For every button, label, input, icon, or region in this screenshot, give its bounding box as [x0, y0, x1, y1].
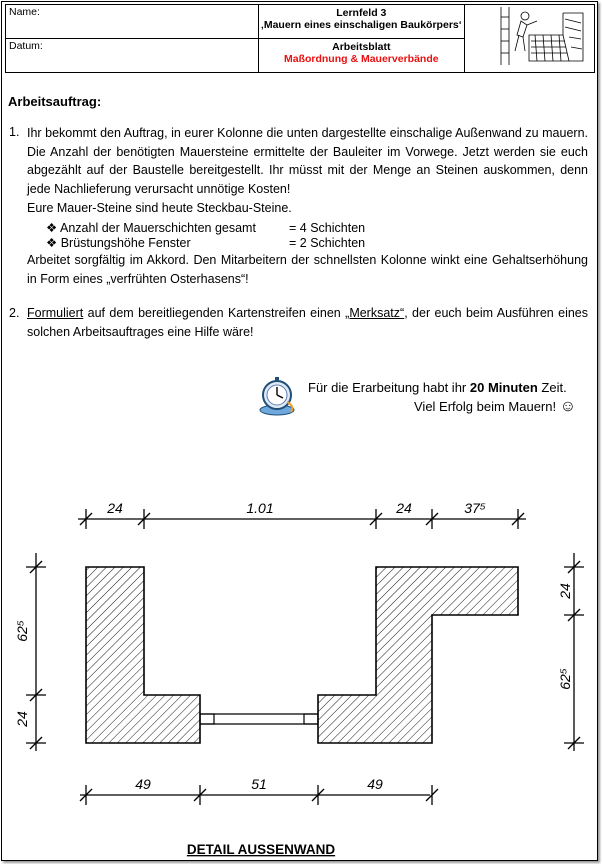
window-opening [200, 714, 318, 724]
sheet-title-cell [258, 39, 464, 73]
item-2-part1: auf dem bereitliegenden Kartenstreifen einen [83, 306, 346, 320]
bullet-sill-label: Brüstungshöhe Fenster [60, 236, 191, 250]
date-label: Datum: [9, 40, 43, 52]
top-dim-4: 37⁵ [464, 500, 486, 516]
item-2-number: 2. [9, 306, 20, 320]
good-luck [414, 398, 576, 416]
bottom-dim-3: 49 [367, 776, 383, 792]
task-heading: Arbeitsauftrag: [8, 94, 102, 109]
logo-cell [464, 5, 594, 73]
left-dim-1: 62⁵ [14, 620, 30, 642]
sheet-type: Arbeitsblatt [332, 41, 391, 53]
drawing-caption: DETAIL AUSSENWAND [186, 842, 336, 857]
item-1-number: 1. [9, 125, 20, 139]
sheet-topic: Maßordnung & Mauerverbände [283, 53, 439, 65]
name-field[interactable] [6, 5, 259, 39]
time-note-after: Zeit. [537, 380, 567, 395]
stones-line: Eure Mauer-Steine sind heute Steckbau-Steine. [27, 201, 292, 215]
item-1-text: Ihr bekommt den Auftrag, in eurer Kolonne die unten dargestellte einschalige Außenwand zu mauern. Die Anzahl der benötigten Mauersteine ermittelte der Bauleiter im Vorwege. Jetzt werden sie euch abgezählt auf der Baustelle bereitgestellt. Ihr müsst mit der Menge an Steinen auskommen, denn jede Nachlieferung verursacht unnötige Kosten! [27, 126, 588, 196]
item-2-verb: Formuliert [27, 306, 84, 320]
bullet-sill: ❖ Brüstungshöhe Fenster [46, 236, 191, 250]
item-2-part2: , der euch beim Ausführen eines solchen Arbeitsauftrages eine Hilfe wäre! [27, 306, 589, 339]
item-2-keyword: „Merksatz“ [345, 306, 405, 320]
name-label: Name: [9, 6, 40, 18]
top-dim-2: 1.01 [246, 500, 274, 516]
lernfeld-label: Lernfeld 3 [336, 7, 387, 19]
time-amount: 20 Minuten [469, 380, 538, 395]
lernfeld-cell [258, 5, 464, 39]
left-wall-section [86, 567, 200, 743]
bottom-dim-1: 49 [135, 776, 151, 792]
date-field[interactable] [6, 39, 259, 73]
closing-text: Arbeitet sorgfältig im Akkord. Den Mitarbeitern der schnellsten Kolonne winkt eine Gehaltserhöhung in Form eines „verfrühten Osterhasens“! [27, 253, 588, 286]
stopwatch-icon [257, 376, 299, 416]
right-dim-1: 24 [557, 583, 573, 599]
left-dim-2: 24 [14, 711, 30, 727]
right-dim-2: 62⁵ [557, 668, 573, 690]
smiley-icon: ☺ [559, 398, 577, 415]
wall-detail-drawing [0, 495, 602, 863]
time-note [308, 379, 567, 397]
bottom-dim-2: 51 [251, 776, 267, 792]
item-2-text [27, 304, 588, 341]
worksheet-header [5, 4, 595, 73]
good-luck-text: Viel Erfolg beim Mauern! [414, 399, 557, 414]
bullet-sill-value: = 2 Schichten [289, 236, 366, 250]
top-dim-3: 24 [396, 500, 412, 516]
lernfeld-title: ‚Mauern eines einschaligen Baukörpers‘ [260, 19, 462, 31]
bricklayer-illustration [465, 5, 594, 67]
right-wall-section [318, 567, 518, 743]
top-dim-1: 24 [107, 500, 123, 516]
time-note-before: Für die Erarbeitung habt ihr [308, 380, 470, 395]
bullet-layers: ❖ Anzahl der Mauerschichten gesamt [46, 221, 256, 235]
bullet-layers-label: Anzahl der Mauerschichten gesamt [60, 221, 256, 235]
bullet-layers-value: = 4 Schichten [289, 221, 366, 235]
